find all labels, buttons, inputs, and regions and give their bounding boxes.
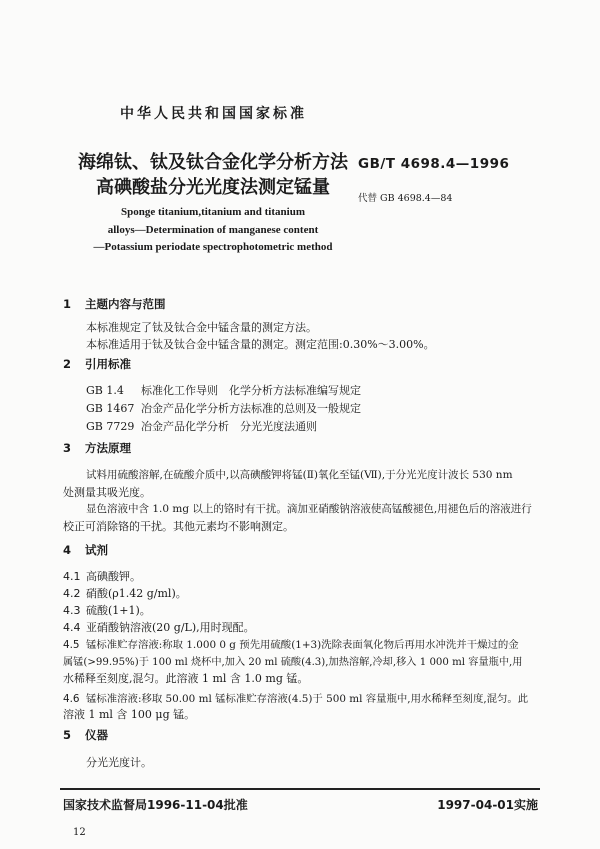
item-text: 亚硝酸钠溶液(20 g/L),用时现配。 [86,621,255,634]
section-1-paragraph-2: 本标准适用于钛及钛合金中锰含量的测定。测定范围:0.30%～3.00%。 [86,338,435,351]
item-text: 锰标准贮存溶液:称取 1.000 0 g 预先用硫酸(1+3)洗除表面氧化物后再用水冲洗并干燥过的金 [86,639,519,651]
item-text: 高碘酸钾。 [86,570,141,583]
reagent-item [63,568,141,584]
page-number: 12 [73,827,86,838]
reference-code: GB 1467 [86,402,135,415]
item-text: 硫酸(1+1)。 [86,604,151,617]
item-number: 4.6 [63,693,80,705]
reference-code: GB 1.4 [86,384,124,397]
section-number: 2 [63,357,72,371]
section-title: 试剂 [85,543,108,557]
item-number: 4.1 [63,570,81,583]
section-4-heading [63,542,108,558]
reagent-item [63,585,187,601]
item-number: 4.4 [63,621,81,634]
document-title-line1: 海绵钛、钛及钛合金化学分析方法 [78,152,348,173]
section-1-paragraph-1: 本标准规定了钛及钛合金中锰含量的测定方法。 [86,321,317,334]
section-number: 3 [63,441,72,455]
document-title-line2: 高碘酸盐分光光度法测定锰量 [96,177,330,198]
section-number: 5 [63,728,72,742]
reagent-item-cont: 溶液 1 ml 含 100 μg 锰。 [63,708,196,721]
section-3-paragraph-1: 试料用硫酸溶解,在硫酸介质中,以高碘酸钾将锰(Ⅱ)氧化至锰(Ⅶ),于分光光度计波长 530 nm [86,469,513,481]
reference-text: 冶金产品化学分析方法标准的总则及一般规定 [141,402,361,415]
section-2-heading [63,356,131,372]
english-title-line1: Sponge titanium,titanium and titanium [121,206,305,218]
section-title: 引用标准 [85,357,131,371]
section-title: 方法原理 [85,441,131,455]
section-title: 主题内容与范围 [85,297,166,311]
section-3-paragraph-2-cont: 校正可消除铬的干扰。其他元素均不影响测定。 [63,520,294,533]
section-5-heading [63,727,108,743]
approval-note: 国家技术监督局1996-11-04批准 [63,798,248,812]
english-title-line2: alloys—Determination of manganese content [107,224,319,236]
reagent-item [63,602,151,618]
section-number: 1 [63,297,72,311]
item-number: 4.3 [63,604,81,617]
section-5-paragraph: 分光光度计。 [86,756,152,769]
reference-item [86,382,361,398]
reagent-item [63,636,519,651]
reagent-item-cont: 水稀释至刻度,混匀。此溶液 1 ml 含 1.0 mg 锰。 [63,672,309,685]
item-number: 4.2 [63,587,81,600]
national-standard-heading: 中华人民共和国国家标准 [120,106,307,122]
footer-divider [60,788,540,790]
reagent-item-cont: 属锰(>99.95%)于 100 ml 烧杯中,加入 20 ml 硫酸(4.3),加热溶解,冷却,移入 1 000 ml 容量瓶中,用 [63,657,523,668]
section-3-paragraph-1-cont: 处测量其吸光度。 [63,486,151,499]
reagent-item [63,619,255,635]
section-3-paragraph-2: 显色溶液中含 1.0 mg 以上的铬时有干扰。滴加亚硝酸钠溶液使高锰酸褪色,用褪色后的溶液进行 [86,503,532,515]
reference-text: 冶金产品化学分析 分光光度法通则 [141,420,317,433]
reference-item [86,400,361,416]
section-1-heading [63,296,166,312]
standard-code: GB/T 4698.4—1996 [358,156,510,172]
effective-date: 1997-04-01实施 [437,798,538,812]
english-title-line3: —Potassium periodate spectrophotometric method [93,241,333,253]
item-number: 4.5 [63,639,80,651]
item-text: 硝酸(ρ1.42 g/ml)。 [86,587,187,600]
section-3-heading [63,440,131,456]
reference-item [86,418,317,434]
section-number: 4 [63,543,72,557]
item-text: 锰标准溶液:移取 50.00 ml 锰标准贮存溶液(4.5)于 500 ml 容量瓶中,用水稀释至刻度,混匀。此 [86,693,529,705]
section-title: 仪器 [85,728,108,742]
reagent-item [63,690,528,705]
replaces-note: 代替 GB 4698.4—84 [358,193,453,204]
reference-code: GB 7729 [86,420,135,433]
reference-text: 标准化工作导则 化学分析方法标准编写规定 [141,384,361,397]
